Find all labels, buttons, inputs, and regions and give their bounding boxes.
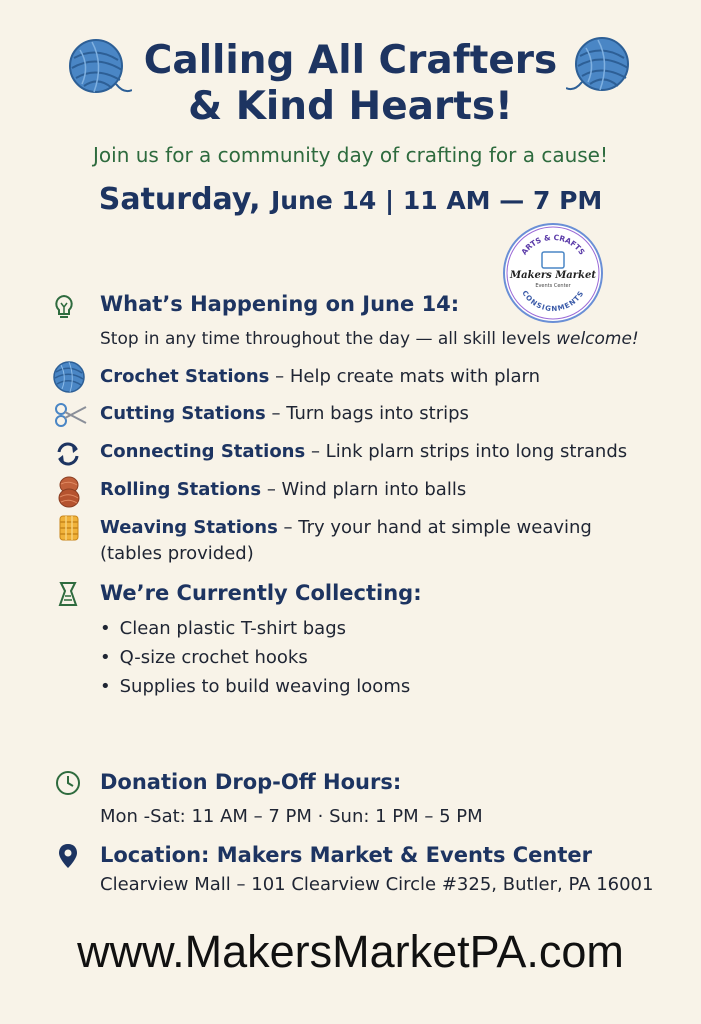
svg-text:ARTS & CRAFTS: ARTS & CRAFTS bbox=[519, 232, 587, 257]
weaving-icon bbox=[56, 513, 82, 543]
station-desc: – Link plarn strips into long strands bbox=[305, 441, 628, 462]
station-desc: – Help create mats with plarn bbox=[269, 366, 541, 387]
event-date bbox=[0, 182, 701, 217]
makers-market-logo bbox=[502, 222, 604, 324]
title-line-2: & Kind Hearts! bbox=[188, 84, 513, 129]
intro-emphasis: welcome! bbox=[556, 329, 639, 349]
station-name: Rolling Stations bbox=[100, 479, 262, 500]
event-day: Saturday, bbox=[98, 182, 261, 217]
clock-icon bbox=[54, 769, 82, 797]
happening-intro bbox=[100, 329, 639, 349]
station-weaving bbox=[100, 517, 592, 538]
station-desc: – Wind plarn into balls bbox=[261, 479, 467, 500]
svg-text:CONSIGNMENTS: CONSIGNMENTS bbox=[520, 289, 586, 314]
station-name: Connecting Stations bbox=[100, 441, 306, 462]
station-desc: – Turn bags into strips bbox=[265, 403, 469, 424]
plarn-ball-icon bbox=[56, 476, 82, 508]
dropoff-heading: Donation Drop-Off Hours: bbox=[100, 770, 402, 794]
list-item: • Clean plastic T-shirt bags bbox=[100, 614, 410, 643]
location-heading: Location: Makers Market & Events Center bbox=[100, 843, 592, 867]
yarn-ball-icon bbox=[52, 360, 86, 394]
collecting-heading: We’re Currently Collecting: bbox=[100, 581, 422, 605]
dropoff-hours: Mon -Sat: 11 AM – 7 PM · Sun: 1 PM – 5 PM bbox=[100, 806, 483, 827]
list-item: • Q-size crochet hooks bbox=[100, 643, 410, 672]
event-time: June 14 | 11 AM — 7 PM bbox=[270, 186, 603, 215]
station-rolling bbox=[100, 479, 466, 500]
map-pin-icon bbox=[54, 842, 82, 870]
scissors-icon bbox=[54, 401, 88, 429]
intro-text: Stop in any time throughout the day — all skill levels bbox=[100, 329, 557, 349]
svg-text:Makers Market: Makers Market bbox=[510, 270, 596, 281]
station-crochet bbox=[100, 366, 540, 387]
list-item: • Supplies to build weaving looms bbox=[100, 672, 410, 701]
website-url[interactable]: www.MakersMarketPA.com bbox=[77, 926, 624, 977]
page-title bbox=[0, 38, 701, 130]
lightbulb-icon bbox=[50, 293, 78, 321]
subtitle: Join us for a community day of crafting for a cause! bbox=[93, 143, 608, 167]
station-name: Weaving Stations bbox=[100, 517, 278, 538]
station-name: Cutting Stations bbox=[100, 403, 266, 424]
title-line-1: Calling All Crafters bbox=[143, 38, 558, 83]
station-name: Crochet Stations bbox=[100, 366, 270, 387]
station-desc: – Try your hand at simple weaving bbox=[277, 517, 592, 538]
station-weaving-note: (tables provided) bbox=[100, 543, 254, 564]
happening-heading: What’s Happening on June 14: bbox=[100, 292, 460, 316]
svg-text:Events Center: Events Center bbox=[535, 283, 571, 289]
collecting-list bbox=[100, 614, 410, 701]
loop-arrows-icon bbox=[54, 440, 82, 468]
donation-jar-icon bbox=[54, 580, 82, 608]
station-connecting bbox=[100, 441, 627, 462]
location-address: Clearview Mall – 101 Clearview Circle #325, Butler, PA 16001 bbox=[100, 874, 654, 895]
station-cutting bbox=[100, 403, 469, 424]
